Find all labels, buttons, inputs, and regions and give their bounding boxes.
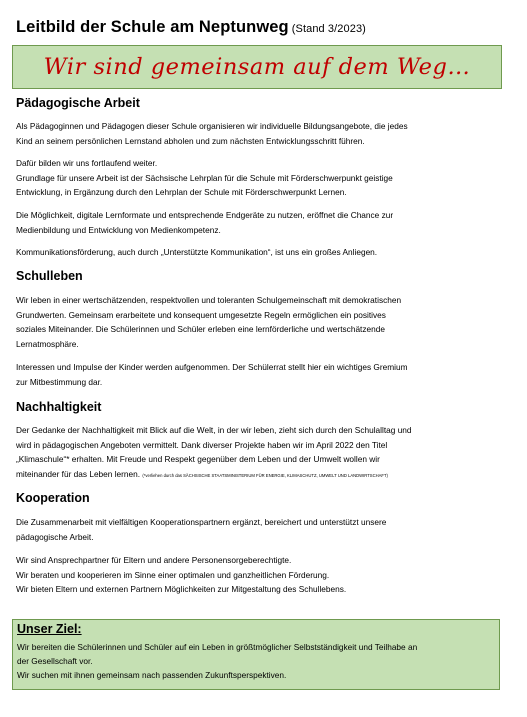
heading-schulleben: Schulleben	[16, 269, 83, 283]
motto-text: Wir sind gemeinsam auf dem Weg…	[43, 54, 471, 80]
paragraph: Dafür bilden wir uns fortlaufend weiter. Grundlage für unsere Arbeit ist der Sächsische Lehrplan für die Schule mit Förderschwerpunkt geistige Entwicklung, in Ergänzung durch den Lehrplan der Schule mit Förderschwerpunkt Lernen.	[16, 158, 393, 197]
paragraph: Interessen und Impulse der Kinder werden aufgenommen. Der Schülerrat stellt hier ein wichtiges Gremium zur Mitbestimmung dar.	[16, 362, 408, 387]
heading-kooperation: Kooperation	[16, 491, 90, 505]
paragraph: Kommunikationsförderung, auch durch „Unterstützte Kommunikation“, ist uns ein großes Anliegen.	[16, 247, 378, 257]
paragraph: Die Möglichkeit, digitale Lernformate und entsprechende Endgeräte zu nutzen, eröffnet die Chance zur Medienbildung und Entwicklung von Medienkompetenz.	[16, 210, 394, 235]
paragraph: Als Pädagoginnen und Pädagogen dieser Schule organisieren wir individuelle Bildungsangebote, die jedes Kind an seinem persönlichen Lernstand abholen und zum nächsten Entwicklungsschritt führen.	[16, 121, 408, 146]
paragraph: Die Zusammenarbeit mit vielfältigen Kooperationspartnern ergänzt, bereichert und unterstützt unsere pädagogische Arbeit.	[16, 517, 387, 542]
goal-text: Wir bereiten die Schülerinnen und Schüler auf ein Leben in größtmöglicher Selbstständigkeit und Teilhabe an der Gesellschaft vor. Wir suchen mit ihnen gemeinsam nach passenden Zukunftsperspektiven.	[17, 642, 418, 680]
motto-banner	[12, 45, 502, 89]
paragraph: Wir leben in einer wertschätzenden, respektvollen und toleranten Schulgemeinschaft mit demokratischen Grundwerten. Gemeinsam erarbeitete und konsequent umgesetzte Regeln ermöglichen ein positives soziales Miteinander. Die Schülerinnen und Schüler erleben eine lernförderliche und wertschätzende Lernatmosphäre.	[16, 295, 402, 349]
goal-heading: Unser Ziel:	[17, 622, 82, 636]
paragraph: Wir sind Ansprechpartner für Eltern und andere Personensorgeberechtigte. Wir beraten und kooperieren im Sinne einer optimalen und ganzheitlichen Förderung. Wir bieten Eltern und externen Partnern Möglichkeiten zur Mitgestaltung des Schullebens.	[16, 555, 347, 594]
stand-date: (Stand 3/2023)	[291, 23, 366, 35]
heading-nachhaltigkeit: Nachhaltigkeit	[16, 400, 102, 414]
goal-box	[12, 619, 500, 690]
nachhaltigkeit-text: Der Gedanke der Nachhaltigkeit mit Blick auf die Welt, in der wir leben, zieht sich durch den Schulalltag und wird in pädagogischen Angeboten vermittelt. Dank diverser Projekte haben wir im April 2022 den Titel „Klimaschule“* erhalten. Mit Freude und Respekt gegenüber dem Leben und der Umwelt wollen wir miteinander für das Leben lernen.	[16, 425, 412, 479]
footnote: (*verliehen durch das SÄCHSISCHE STAATSMINISTERIUM FÜR ENERGIE, KLIMASCHUTZ, UMWELT UND LANDWIRTSCHAFT)	[142, 472, 388, 478]
page-title	[16, 18, 366, 37]
title-text: Leitbild der Schule am Neptunweg	[16, 18, 289, 36]
paragraph	[16, 423, 498, 483]
heading-paedagogische-arbeit: Pädagogische Arbeit	[16, 96, 140, 110]
